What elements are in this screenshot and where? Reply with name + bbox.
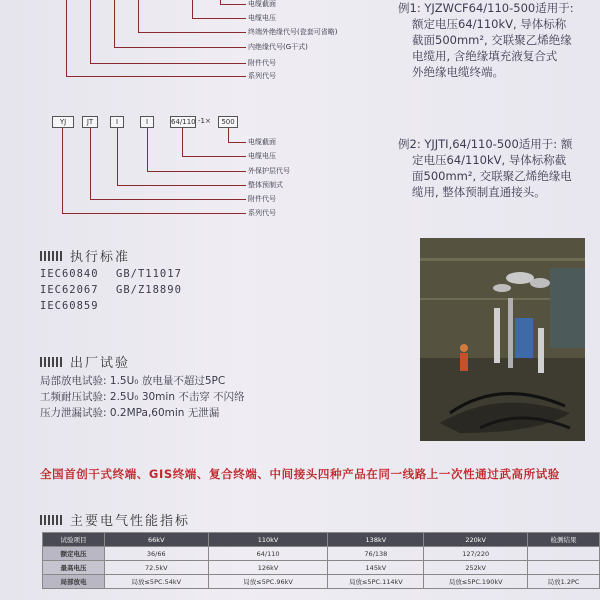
factory-test-title: 出厂试验 [70, 356, 131, 371]
diagram1-line [66, 0, 67, 76]
diagram1-line [90, 0, 91, 63]
example-2 [398, 136, 572, 200]
code-box: JT [82, 116, 98, 128]
table-cell [528, 561, 600, 575]
diagram2-line [147, 171, 246, 172]
example-1-line: 外绝缘电缆终端。 [412, 65, 504, 79]
table-header-cell: 220kV [424, 533, 528, 547]
table-header-cell: 138kV [328, 533, 424, 547]
test-label: 局部放电试验: [40, 375, 107, 387]
test-value: 2.5U₀ 30min 不击穿 不闪络 [109, 391, 245, 403]
example-1-line: 额定电压64/110kV, 导体标称 [412, 17, 567, 31]
standard-a: IEC60840 [40, 268, 99, 280]
test-label: 工频耐压试验: [40, 391, 107, 403]
diagram2-line [62, 128, 63, 213]
diagram1-line [220, 4, 246, 5]
example-2-line: 缆用, 整体预制直通接头。 [412, 185, 546, 199]
table-cell: 局放≤5PC.190kV [424, 575, 528, 589]
example-1 [398, 0, 574, 80]
diagram1-line [66, 76, 246, 77]
table-cell: 额定电压 [43, 547, 105, 561]
standard-b: GB/Z18890 [116, 284, 182, 296]
diagram2-label: 电缆截面 [248, 138, 276, 146]
diagram1-line [138, 32, 246, 33]
diagram1-line [114, 47, 246, 48]
diagram2-label: 电缆电压 [248, 152, 276, 160]
diagram1-label: 终端外绝缘代号(瓷套可省略) [248, 28, 338, 36]
heading-bar-icon [40, 357, 64, 367]
example-1-line: 例1: YJZWCF64/110-500适用于: [398, 1, 574, 15]
table-cell: 127/220 [424, 547, 528, 561]
heading-bar-icon [40, 251, 64, 261]
table-cell: 36/66 [104, 547, 208, 561]
headline: 全国首创干式终端、GIS终端、复合终端、中间接头四种产品在同一线路上一次性通过武高所试验 [40, 467, 560, 481]
code-box: 500 [218, 116, 238, 128]
table-cell: 局放≤5PC.54kV [104, 575, 208, 589]
standard-a: IEC62067 [40, 284, 99, 296]
diagram2-line [228, 128, 229, 142]
lab-photo-illustration [420, 238, 585, 441]
table-cell: 最高电压 [43, 561, 105, 575]
factory-test-heading [40, 352, 130, 371]
table-header-cell: 66kV [104, 533, 208, 547]
diagram2-line [182, 128, 183, 156]
diagram2-line [90, 128, 91, 199]
diagram2-line [147, 128, 148, 171]
diagram1-label: 系列代号 [248, 72, 276, 80]
table-header-row [43, 533, 600, 547]
table-cell: 局放≤5PC.96kV [208, 575, 328, 589]
code-box: I [110, 116, 124, 128]
table-cell: 76/138 [328, 547, 424, 561]
diagram2-line [62, 213, 246, 214]
example-1-line: 截面500mm², 交联聚乙烯绝缘 [412, 33, 572, 47]
example-2-line: 例2: YJJTI,64/110-500适用于: 额 [398, 137, 573, 151]
test-value: 0.2MPa,60min 无泄漏 [109, 407, 220, 419]
diagram2-label: 附件代号 [248, 195, 276, 203]
table-cell: 局部放电 [43, 575, 105, 589]
diagram2-label: 外保护层代号 [248, 167, 290, 175]
table-cell: 72.5kV [104, 561, 208, 575]
table-header-cell: 110kV [208, 533, 328, 547]
table-row [43, 561, 600, 575]
standards-heading [40, 246, 130, 265]
diagram1-label: 电缆截面 [248, 0, 276, 8]
diagram2-line [90, 199, 246, 200]
code-box: 64/110 [171, 118, 196, 126]
example-2-line: 定电压64/110kV, 导体标称截 [412, 153, 567, 167]
table-cell: 252kV [424, 561, 528, 575]
code-box: YJ [52, 116, 74, 128]
test-line [40, 373, 225, 388]
diagram1-label: 内绝缘代号(G干式) [248, 43, 308, 51]
table-header-cell: 试验项目 [43, 533, 105, 547]
test-line [40, 389, 245, 404]
diagram2-line [117, 128, 118, 185]
code-separator: -1× [198, 117, 211, 125]
diagram1-label: 电缆电压 [248, 14, 276, 22]
diagram1-line [90, 63, 246, 64]
diagram1-line [114, 0, 115, 47]
standard-a: IEC60859 [40, 300, 99, 312]
diagram1-line [192, 0, 193, 18]
diagram2-label: 整体预制式 [248, 181, 283, 189]
table-cell: 局放≤5PC.114kV [328, 575, 424, 589]
table-row [43, 575, 600, 589]
table-cell [528, 547, 600, 561]
lab-photo [420, 238, 585, 441]
table-row [43, 547, 600, 561]
diagram2-line [117, 185, 246, 186]
table-cell: 局放1.2PC [528, 575, 600, 589]
example-2-line: 面500mm², 交联聚乙烯绝缘电 [412, 169, 572, 183]
standards-title: 执行标准 [70, 250, 131, 265]
test-line [40, 405, 219, 420]
test-label: 压力泄漏试验: [40, 407, 107, 419]
code-box: I [140, 116, 154, 128]
performance-heading [40, 510, 190, 529]
diagram1-line [192, 18, 246, 19]
performance-title: 主要电气性能指标 [70, 514, 191, 529]
performance-table [42, 532, 600, 589]
test-value: 1.5U₀ 放电量不超过5PC [109, 375, 226, 387]
heading-bar-icon [40, 515, 64, 525]
standard-b: GB/T11017 [116, 268, 182, 280]
diagram2-line [182, 156, 246, 157]
example-1-line: 电缆用, 含绝缘填充液复合式 [412, 49, 558, 63]
diagram2-line [228, 142, 246, 143]
diagram1-line [138, 0, 139, 32]
table-cell: 126kV [208, 561, 328, 575]
diagram1-label: 附件代号 [248, 59, 276, 67]
table-cell: 64/110 [208, 547, 328, 561]
diagram2-label: 系列代号 [248, 209, 276, 217]
table-header-cell: 检测结果 [528, 533, 600, 547]
table-cell: 145kV [328, 561, 424, 575]
